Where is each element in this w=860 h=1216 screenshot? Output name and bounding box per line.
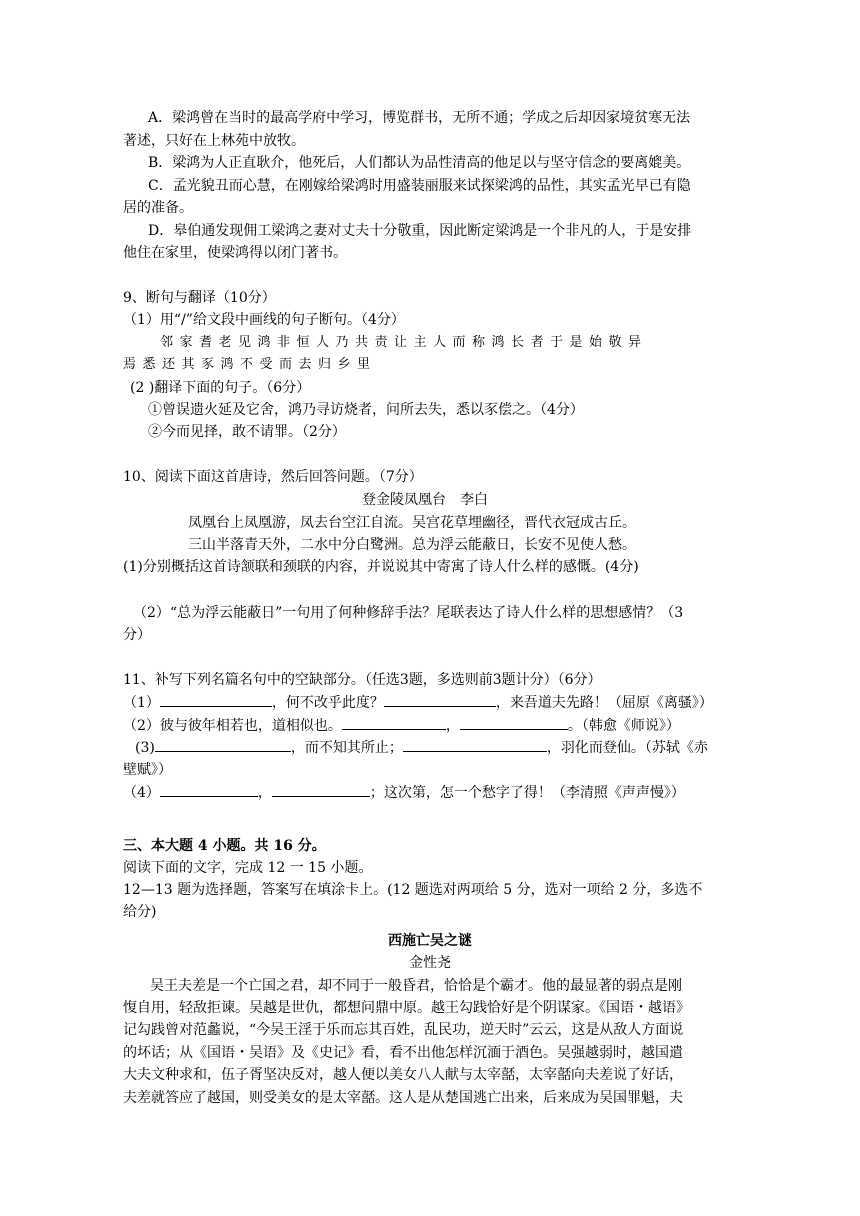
- article-paragraph-line: 吴王夫差是一个亡国之君，却不同于一般昏君，恰恰是个霸才。他的最显著的弱点是刚: [150, 978, 682, 994]
- q9-part2-prompt: (2 )翻译下面的句子。（6分）: [130, 380, 311, 396]
- answer-blank[interactable]: [342, 715, 446, 730]
- q8-option-c-cont: 居的准备。: [123, 200, 193, 216]
- article-paragraph-line: 愎自用，轻敌拒谏。吴越是世仇，都想问鼎中原。越王勾践恰好是个阴谋家。《国语・越语》: [123, 1000, 690, 1016]
- article-author: 金性尧: [409, 955, 451, 971]
- article-paragraph-line: 的坏话；从《国语・吴语》及《史记》看，看不出他怎样沉湎于酒色。吴强越弱时，越国遣: [123, 1045, 683, 1061]
- q10-question-1: (1)分别概括这首诗颔联和颈联的内容，并说说其中寄寓了诗人什么样的感慨。(4分): [123, 559, 639, 575]
- q10-question-2: （2）“总为浮云能蔽日”一句用了何种修辞手法？尾联表达了诗人什么样的思想感情？（3: [133, 605, 684, 621]
- item-text: ，来吾道夫先路！（屈原《离骚》）: [495, 695, 713, 711]
- q8-option-a: A．梁鸿曾在当时的最高学府中学习，博览群书，无所不通；学成之后却因家境贫寒无法: [148, 110, 691, 126]
- answer-blank[interactable]: [460, 715, 568, 730]
- section-instructions: 12—13 题为选择题，答案写在填涂卡上。(12 题选对两项给 5 分，选对一项给 2 分，多选不: [123, 882, 703, 898]
- section-intro: 阅读下面的文字，完成 12 一 15 小题。: [123, 860, 373, 876]
- q11-item-1: [123, 692, 713, 713]
- q8-option-b: B．梁鸿为人正直耿介，他死后，人们都认为品性清高的他足以与坚守信念的要离媲美。: [148, 155, 691, 171]
- article-paragraph-line: 夫差就答应了越国，则受美女的是太宰嚭。这人是从楚国逃亡出来，后来成为吴国罪魁，夫: [123, 1090, 683, 1106]
- q9-sentence1: ①曾误遗火延及它舍，鸿乃寻访烧者，问所去失，悉以豕偿之。（4分）: [148, 402, 584, 418]
- q11-item-3: [135, 737, 708, 758]
- item-text: ，而不知其所止；: [290, 740, 403, 756]
- answer-blank[interactable]: [155, 737, 291, 752]
- item-text: ，: [445, 718, 460, 734]
- section-instructions-cont: 给分): [123, 904, 157, 920]
- poem-line-2: 三山半落青天外，二水中分白鹭洲。总为浮云能蔽日，长安不见使人愁。: [188, 537, 636, 553]
- q8-option-a-cont: 著述，只好在上林苑中放牧。: [123, 133, 305, 149]
- q9-part1-prompt: （1）用“/”给文段中画线的句子断句。（4分）: [123, 312, 405, 328]
- item-number: (3): [135, 740, 155, 756]
- answer-blank[interactable]: [384, 692, 496, 707]
- item-text: 。（韩愈《师说》）: [567, 718, 680, 734]
- q8-option-d: D．皋伯通发现佣工梁鸿之妻对丈夫十分敬重，因此断定梁鸿是一个非凡的人，于是安排: [148, 223, 692, 239]
- item-number: （1）: [123, 695, 160, 711]
- q8-option-d-cont: 他住在家里，使梁鸿得以闭门著书。: [123, 245, 347, 261]
- item-text: （2）彼与彼年相若也，道相似也。: [123, 718, 342, 734]
- q9-title: 9、断句与翻译（10分）: [123, 290, 276, 306]
- q11-title: 11、补写下列名篇名句中的空缺部分。（任选3题，多选则前3题计分）（6分）: [123, 672, 602, 688]
- q10-title: 10、阅读下面这首唐诗，然后回答问题。（7分）: [123, 469, 423, 485]
- q10-question-2-cont: 分）: [123, 627, 151, 643]
- item-text: ，何不改乎此度？: [271, 695, 384, 711]
- q9-passage-line2: 焉悉还其豕鸿不受而去归乡里: [123, 357, 377, 372]
- item-number: （4）: [123, 785, 160, 801]
- q9-sentence2: ②今而见择，敢不请罪。（2分）: [148, 424, 346, 440]
- q9-passage-line1: 邻家耆老见鸿非恒人乃共责让主人而称鸿长者于是始敬异: [160, 335, 648, 350]
- article-paragraph-line: 记勾践曾对范蠡说，“今吴王淫于乐而忘其百姓，乱民功，逆天时”云云，这是从敌人方面说: [123, 1022, 684, 1038]
- q11-item-3-cont: 壁赋》）: [123, 762, 172, 778]
- answer-blank[interactable]: [403, 737, 547, 752]
- article-title: 西施亡吴之谜: [388, 933, 472, 949]
- answer-blank[interactable]: [160, 782, 258, 797]
- answer-blank[interactable]: [272, 782, 370, 797]
- item-text: ；这次第，怎一个愁字了得！（李清照《声声慢》）: [369, 785, 685, 801]
- q11-item-2: [123, 715, 680, 736]
- poem-title: 登金陵凤凰台 李白: [362, 492, 488, 508]
- item-text: ，: [257, 785, 272, 801]
- poem-line-1: 凤凰台上凤凰游，凤去台空江自流。吴宫花草埋幽径，晋代衣冠成古丘。: [188, 515, 636, 531]
- item-text: ，羽化而登仙。（苏轼《赤: [546, 740, 708, 756]
- section-heading: 三、本大题 4 小题。共 16 分。: [123, 838, 326, 854]
- answer-blank[interactable]: [160, 692, 272, 707]
- q11-item-4: [123, 782, 685, 803]
- q8-option-c: C．孟光貌丑而心慧，在刚嫁给梁鸿时用盛装丽服来试探梁鸿的品性，其实孟光早已有隐: [148, 178, 691, 194]
- article-paragraph-line: 大夫文种求和，伍子胥坚决反对，越人便以美女八人献与太宰嚭，太宰嚭向夫差说了好话，: [123, 1067, 683, 1083]
